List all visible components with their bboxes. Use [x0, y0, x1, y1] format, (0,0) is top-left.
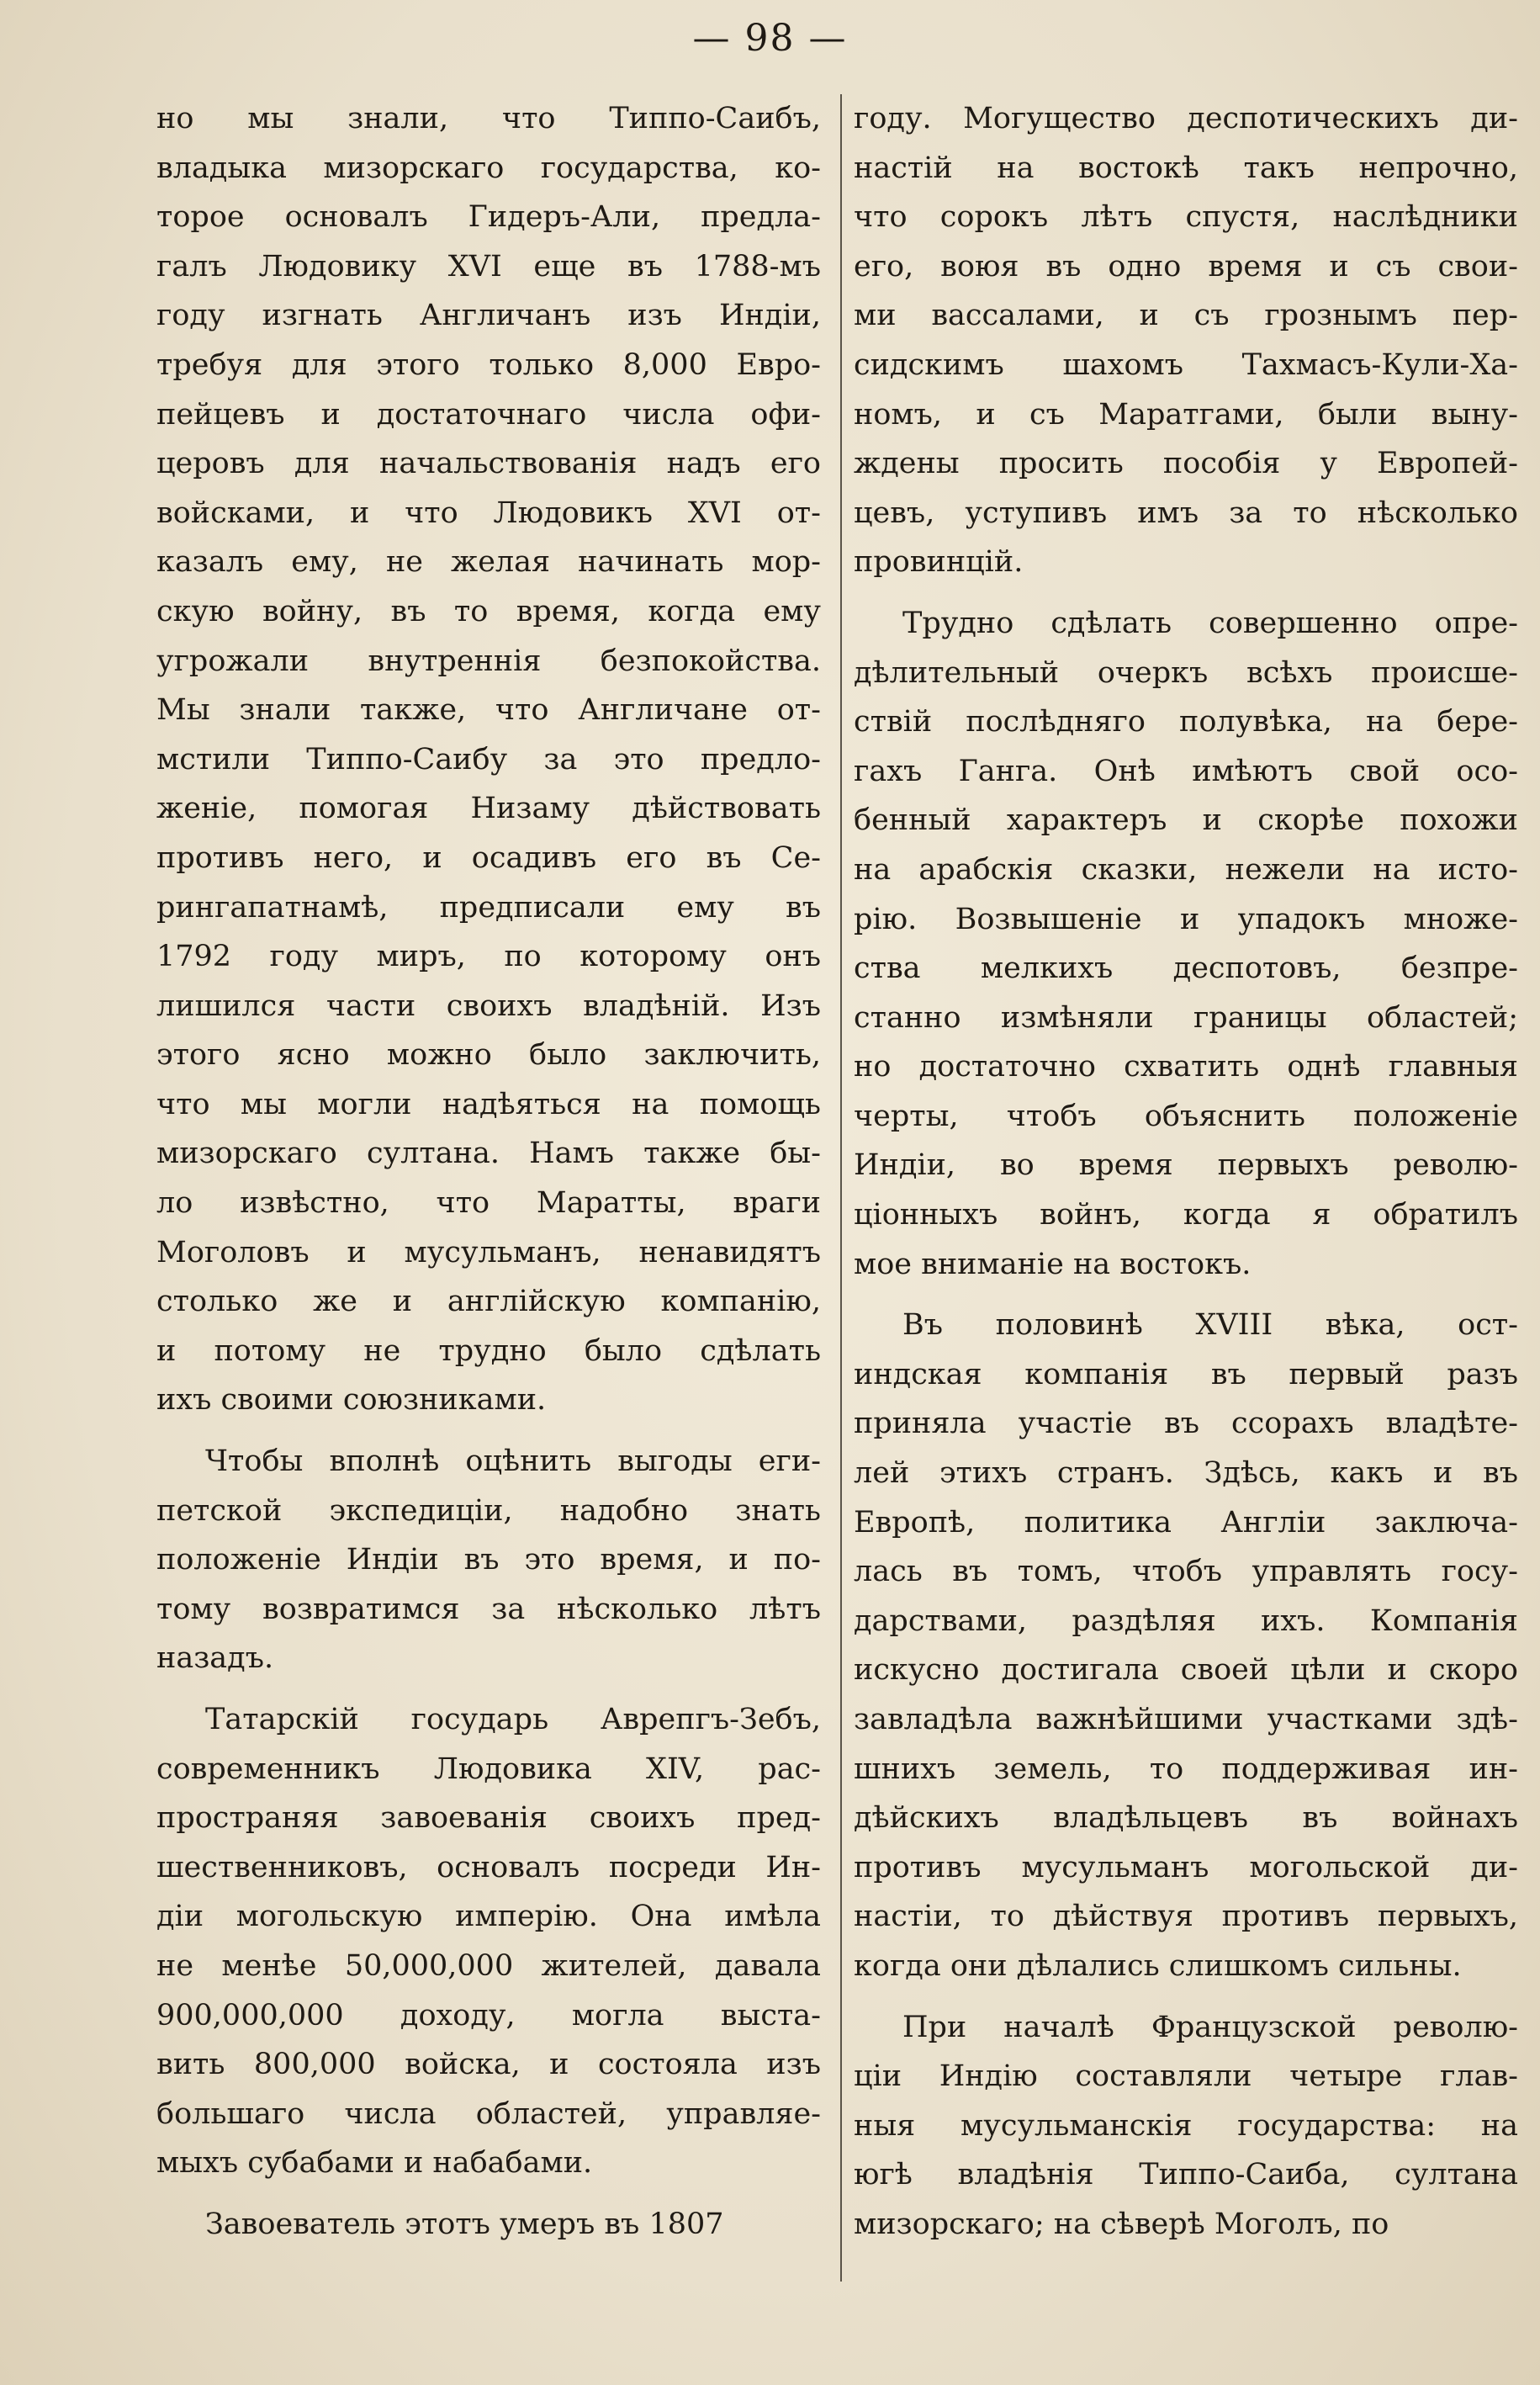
text-line: скую войну, въ то время, когда ему	[156, 594, 821, 628]
paragraph	[854, 94, 1518, 587]
paragraph	[854, 599, 1518, 1289]
text-line: положеніе Индіи въ это время, и по-	[156, 1543, 821, 1577]
text-line: номъ, и съ Маратгами, были выну-	[854, 397, 1518, 432]
text-line: Европѣ, политика Англіи заключа-	[854, 1505, 1518, 1540]
text-line: дѣлительный очеркъ всѣхъ происше-	[854, 655, 1518, 690]
text-line: мое вниманіе на востокъ.	[854, 1247, 1252, 1281]
text-line: лишился части своихъ владѣній. Изъ	[156, 988, 821, 1023]
text-line: бенный характеръ и скорѣе похожи	[854, 803, 1518, 838]
text-line: женіе, помогая Низаму дѣйствовать	[156, 792, 821, 826]
text-line: лей этихъ странъ. Здѣсь, какъ и въ	[854, 1456, 1518, 1491]
text-line: мизорскаго султана. Намъ также бы-	[156, 1137, 821, 1171]
text-line: противъ него, и осадивъ его въ Се-	[156, 840, 821, 875]
text-line: этого ясно можно было заключить,	[156, 1038, 821, 1073]
text-line: дарствами, раздѣляя ихъ. Компанія	[854, 1603, 1518, 1638]
text-line: столько же и англійскую компанію,	[156, 1285, 821, 1319]
text-line: пейцевъ и достаточнаго числа офи-	[156, 397, 821, 432]
text-line: сидскимъ шахомъ Тахмасъ-Кули-Ха-	[854, 347, 1518, 382]
paragraph	[854, 1301, 1518, 1990]
text-line: его, воюя въ одно время и съ свои-	[854, 249, 1518, 284]
text-line: Моголовъ и мусульманъ, ненавидятъ	[156, 1235, 821, 1269]
text-line: діи могольскую имперію. Она имѣла	[156, 1900, 821, 1934]
paragraph	[156, 1437, 821, 1683]
text-line: тому возвратимся за нѣсколько лѣтъ	[156, 1592, 821, 1626]
text-line: рію. Возвышеніе и упадокъ множе-	[854, 902, 1518, 936]
right-column	[854, 94, 1518, 2261]
text-line: что мы могли надѣяться на помощь	[156, 1087, 821, 1121]
text-line: и потому не трудно было сдѣлать	[156, 1333, 821, 1368]
text-line: современникъ Людовика XIV, рас-	[156, 1752, 821, 1786]
text-line: петской экспедиціи, надобно знать	[156, 1493, 821, 1528]
text-line: ціи Индію составляли четыре глав-	[854, 2059, 1518, 2094]
text-line: пространяя завоеванія своихъ пред-	[156, 1801, 821, 1836]
page-number: — 98 —	[692, 17, 848, 60]
paragraph	[156, 2200, 821, 2250]
text-line: шественниковъ, основалъ посреди Ин-	[156, 1850, 821, 1884]
text-line: ства мелкихъ деспотовъ, безпре-	[854, 951, 1518, 986]
column-divider	[840, 94, 842, 2282]
text-line: 1792 году миръ, по которому онъ	[156, 940, 821, 974]
text-line: лась въ томъ, чтобъ управлять госу-	[854, 1555, 1518, 1589]
text-line: Трудно сдѣлать совершенно опре-	[902, 606, 1518, 640]
text-line: что сорокъ лѣтъ спустя, наслѣдники	[854, 200, 1518, 235]
text-line: При началѣ Французской револю-	[902, 2010, 1518, 2044]
text-line: мизорскаго; на сѣверѣ Моголъ, по	[854, 2207, 1389, 2241]
text-line: назадъ.	[156, 1641, 274, 1676]
text-line: церовъ для начальствованія надъ его	[156, 447, 821, 481]
text-line: искусно достигала своей цѣли и скоро	[854, 1653, 1518, 1688]
text-line: ми вассалами, и съ грознымъ пер-	[854, 299, 1518, 333]
text-line: войсками, и что Людовикъ XVI от-	[156, 496, 821, 530]
text-line: ціонныхъ войнъ, когда я обратилъ	[854, 1198, 1518, 1232]
text-line: завладѣла важнѣйшими участками здѣ-	[854, 1703, 1518, 1736]
text-line: Завоеватель этотъ умеръ въ 1807	[205, 2207, 724, 2241]
text-line: шнихъ земель, то поддерживая ин-	[854, 1752, 1518, 1786]
text-line: году. Могущество деспотическихъ ди-	[854, 102, 1518, 135]
text-line: настіи, то дѣйствуя противъ первыхъ,	[854, 1900, 1518, 1934]
text-line: югѣ владѣнія Типпо-Саиба, султана	[854, 2158, 1518, 2192]
text-line: ствій послѣдняго полувѣка, на бере-	[854, 705, 1518, 739]
text-line: Татарскій государь Аврепгъ-Зебъ,	[205, 1703, 821, 1736]
paragraph	[156, 94, 821, 1425]
text-line: гахъ Ганга. Онѣ имѣютъ свой осо-	[854, 754, 1518, 788]
paragraph	[156, 1695, 821, 2188]
text-line: Мы знали также, что Англичане от-	[156, 693, 821, 728]
text-line: Индіи, во время первыхъ револю-	[854, 1148, 1518, 1183]
text-line: не менѣе 50,000,000 жителей, давала	[156, 1948, 821, 1983]
left-column	[156, 94, 821, 2261]
text-line: индская компанія въ первый разъ	[854, 1357, 1518, 1391]
text-line: владыка мизорскаго государства, ко-	[156, 151, 821, 185]
text-line: году изгнать Англичанъ изъ Индіи,	[156, 299, 821, 333]
text-line: цевъ, уступивъ имъ за то нѣсколько	[854, 496, 1518, 530]
text-line: большаго числа областей, управляе-	[156, 2096, 821, 2131]
text-line: торое основалъ Гидеръ-Али, предла-	[156, 200, 821, 235]
text-line: Въ половинѣ XVIII вѣка, ост-	[902, 1308, 1518, 1343]
text-line: мстили Типпо-Саибу за это предло-	[156, 742, 821, 776]
text-line: ихъ своими союзниками.	[156, 1383, 547, 1418]
text-line: мыхъ субабами и набабами.	[156, 2146, 593, 2181]
text-line: ло извѣстно, что Маратты, враги	[156, 1186, 821, 1221]
text-line: ныя мусульманскія государства: на	[854, 2108, 1518, 2143]
text-line: Чтобы вполнѣ оцѣнить выгоды еги-	[205, 1444, 821, 1479]
text-line: на арабскія сказки, нежели на исто-	[854, 852, 1518, 887]
text-line: ждены просить пособія у Европей-	[854, 447, 1518, 481]
text-line: но достаточно схватить однѣ главныя	[854, 1050, 1518, 1084]
text-line: но мы знали, что Типпо-Саибъ,	[156, 102, 821, 135]
text-line: настій на востокѣ такъ непрочно,	[854, 151, 1518, 185]
text-line: галъ Людовику XVI еще въ 1788-мъ	[156, 249, 821, 284]
text-line: 900,000,000 доходу, могла выста-	[156, 1998, 821, 2033]
text-line: станно измѣняли границы областей;	[854, 1000, 1518, 1035]
text-line: провинцій.	[854, 545, 1024, 580]
text-line: приняла участіе въ ссорахъ владѣте-	[854, 1407, 1518, 1441]
text-line: когда они дѣлались слишкомъ сильны.	[854, 1948, 1462, 1983]
text-line: вить 800,000 войска, и состояла изъ	[156, 2048, 821, 2082]
text-line: противъ мусульманъ могольской ди-	[854, 1850, 1518, 1884]
paragraph	[854, 2003, 1518, 2250]
text-line: черты, чтобъ объяснить положеніе	[854, 1099, 1518, 1133]
text-line: требуя для этого только 8,000 Евро-	[156, 347, 821, 382]
text-line: рингапатнамѣ, предписали ему въ	[156, 890, 821, 925]
text-line: казалъ ему, не желая начинать мор-	[156, 545, 821, 580]
text-line: угрожали внутреннія безпокойства.	[156, 644, 821, 678]
text-line: дѣйскихъ владѣльцевъ въ войнахъ	[854, 1801, 1518, 1836]
